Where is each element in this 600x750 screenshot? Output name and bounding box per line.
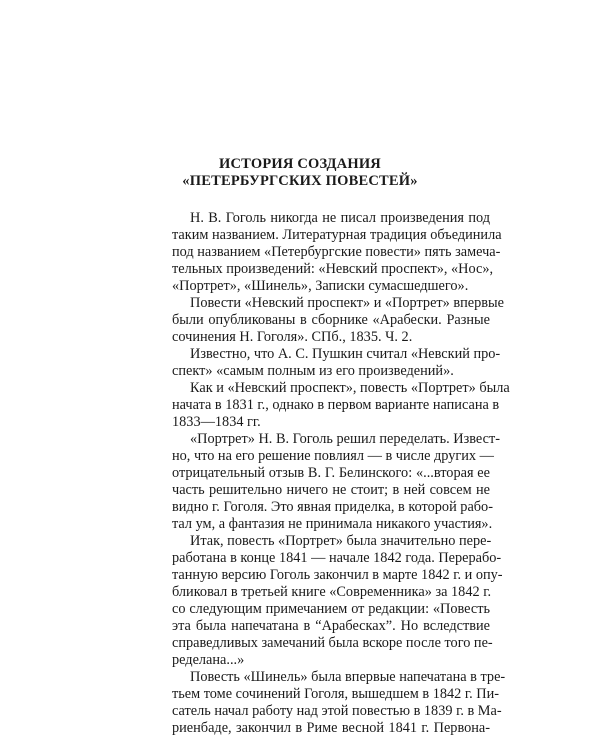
text-line: тал ум, а фантазия не принимала никакого участия». [172,516,493,532]
text-line: под названием «Петербургские повести» пять замеча- [172,244,501,260]
text-line: «Портрет» Н. В. Гоголь решил переделать. Извест- [190,431,500,447]
text-line: со следующим примечанием от редакции: «Повесть [172,601,490,617]
text-line: были опубликованы в сборнике «Арабески. Разные [172,312,490,328]
text-line: бликовал в третьей книге «Современника» за 1842 г. [172,584,492,600]
text-line: спект» «самым полным из его произведений». [172,363,454,379]
text-line: Н. В. Гоголь никогда не писал произведения под [190,210,490,226]
text-line: тьем томе сочинений Гоголя, вышедшем в 1842 г. Пи- [172,686,500,702]
text-line: Как и «Невский проспект», повесть «Портрет» была [190,380,510,396]
text-line: сочинения Н. Гоголя». СПб., 1835. Ч. 2. [172,329,413,345]
text-line: 1833—1834 гг. [172,414,261,430]
text-line: справедливых замечаний была вскоре после того пе- [172,635,493,651]
text-line: риенбаде, закончил в Риме весной 1841 г. Первона- [172,720,490,736]
text-line: Известно, что А. С. Пушкин считал «Невский про- [190,346,501,362]
text-line: Повесть «Шинель» была впервые напечатана в тре- [190,669,506,685]
text-line: Повести «Невский проспект» и «Портрет» впервые [190,295,504,311]
text-line: сатель начал работу над этой повестью в 1839 г. в Ма- [172,703,502,719]
text-line: Итак, повесть «Портрет» была значительно пере- [190,533,492,549]
text-line: отрицательный отзыв В. Г. Белинского: «...вторая ее [172,465,490,481]
text-line: видно г. Гоголя. Это явная приделка, в которой рабо- [172,499,493,515]
text-line: часть решительно ничего не стоит; в ней совсем не [172,482,490,498]
page-title: ИСТОРИЯ СОЗДАНИЯ [219,156,381,172]
text-line: начата в 1831 г., однако в первом варианте написана в [172,397,500,413]
text-line: работана в конце 1841 — начале 1842 года. Перерабо- [172,550,502,566]
text-line: ределана...» [172,652,245,668]
text-line: тельных произведений: «Невский проспект», «Нос», [172,261,494,277]
text-line: но, что на его решение повлиял — в числе других — [172,448,494,464]
text-line: таким названием. Литературная традиция объединила [172,227,502,243]
text-line: танную версию Гоголь закончил в марте 1842 г. и опу- [172,567,503,583]
text-line: «Портрет», «Шинель», Записки сумасшедшего». [172,278,469,294]
page-subtitle: «ПЕТЕРБУРГСКИХ ПОВЕСТЕЙ» [182,173,418,189]
text-line: эта была напечатана в “Арабесках”. Но вследствие [172,618,490,634]
